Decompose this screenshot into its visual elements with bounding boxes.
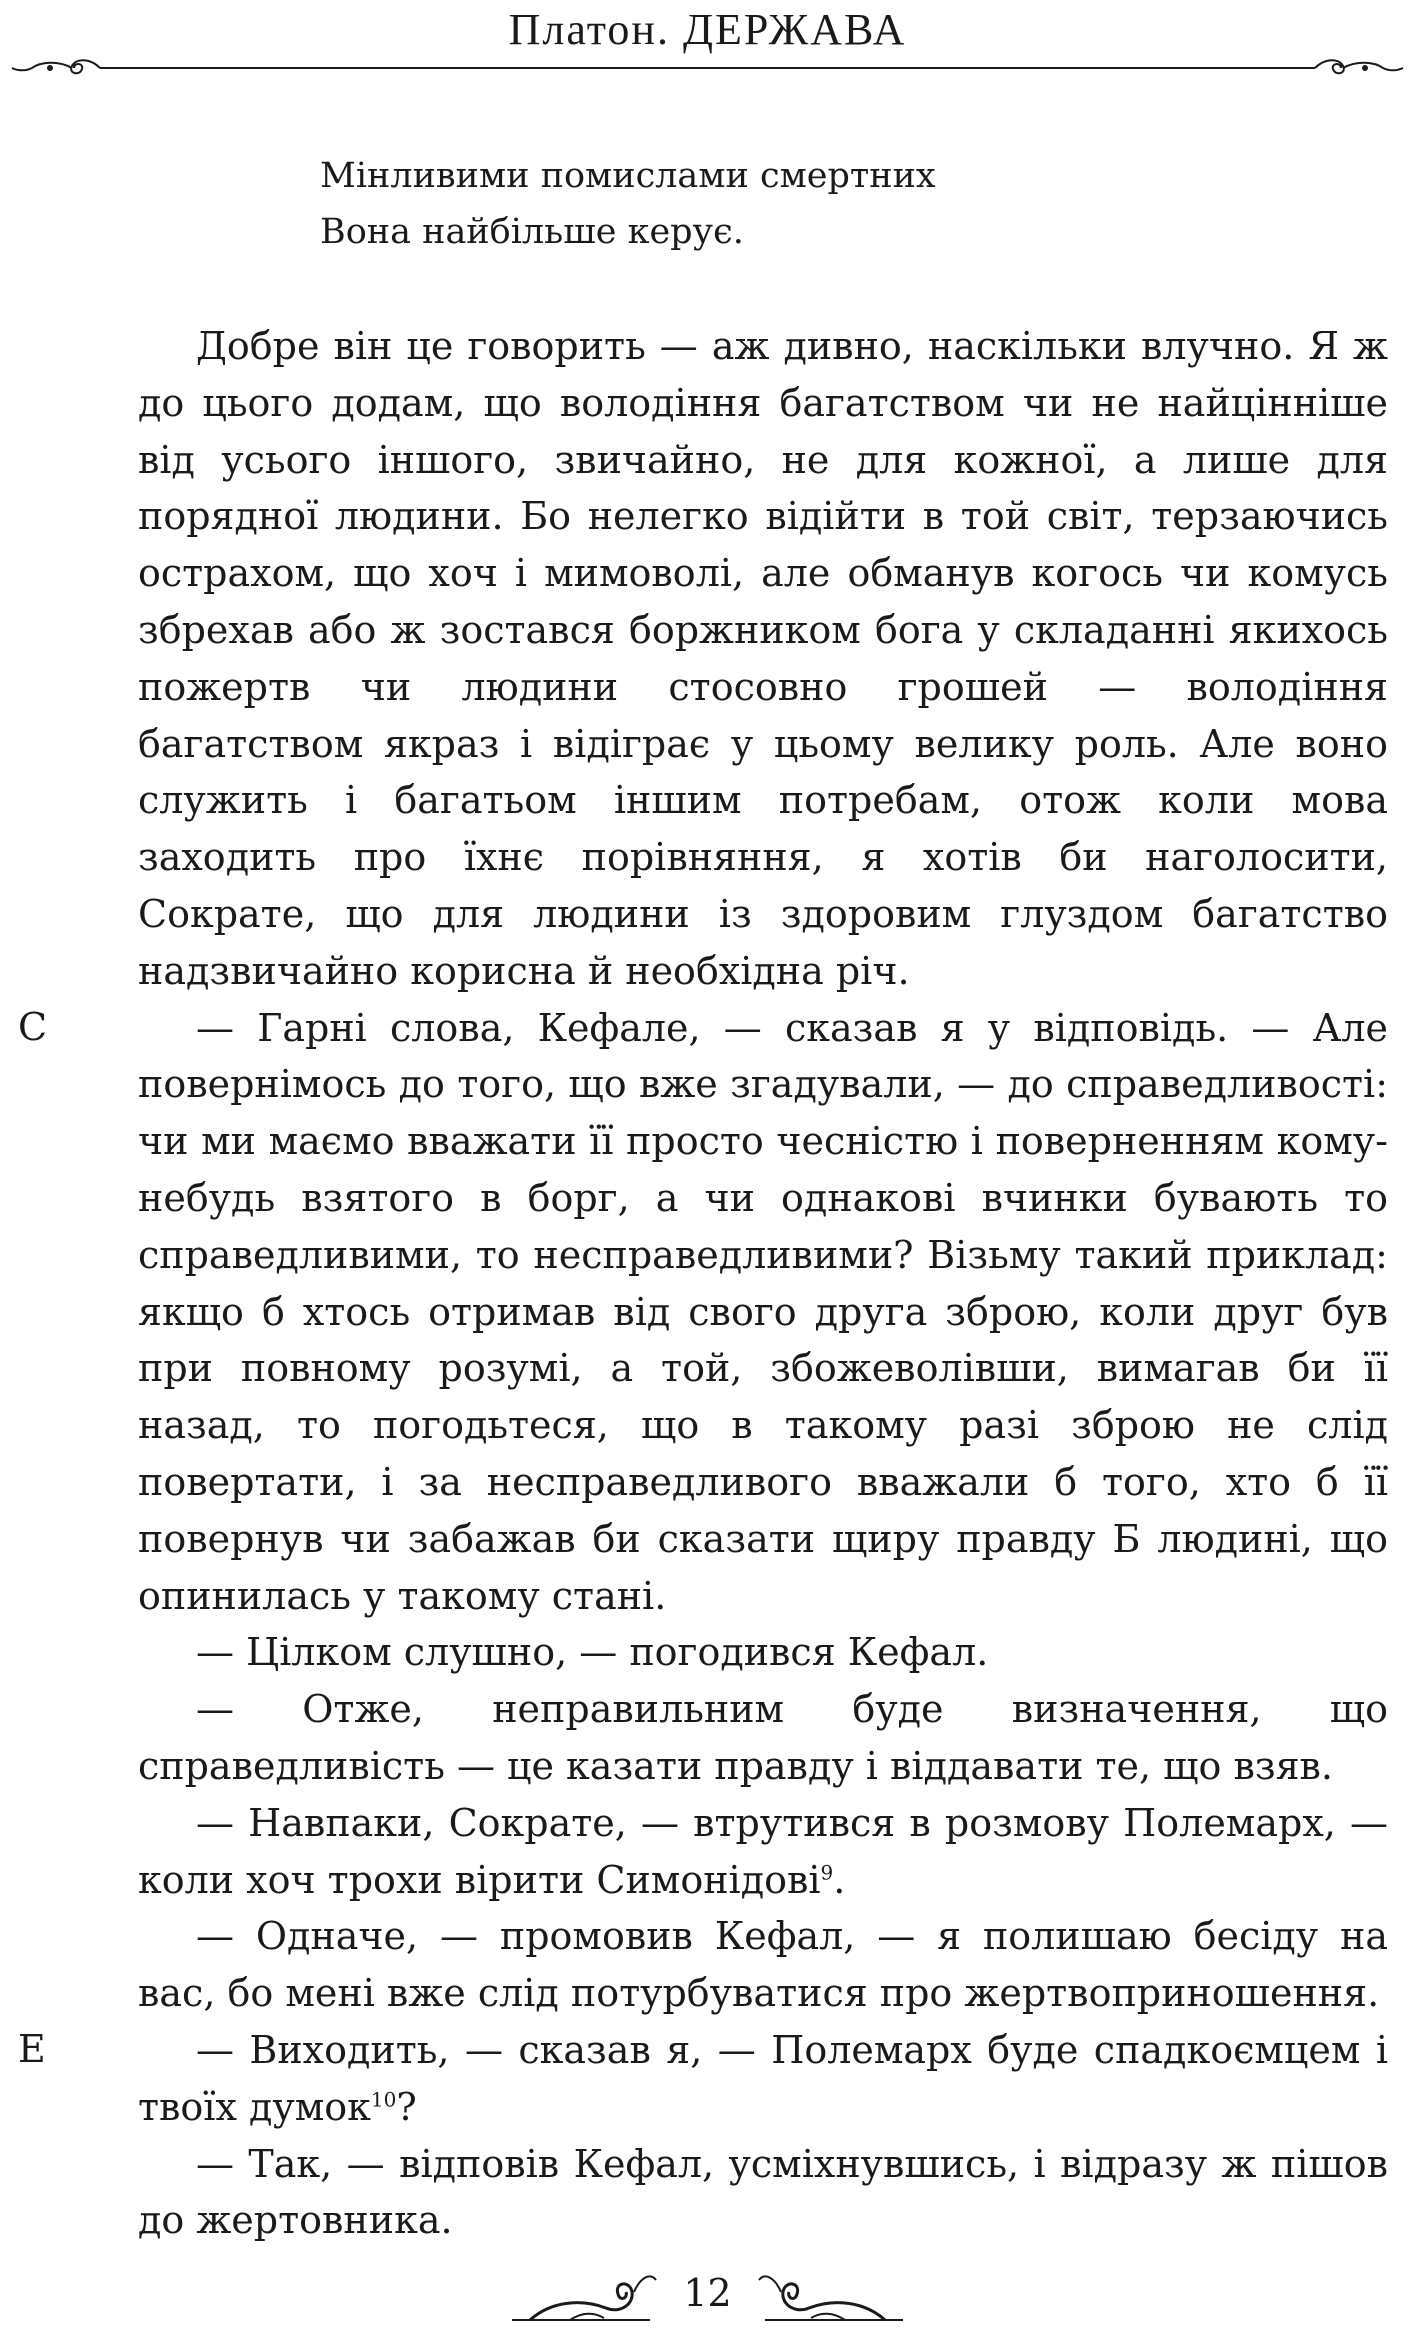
running-title: Платон. ДЕРЖАВА [508,5,907,54]
paragraph: — Одначе, — промовив Кефал, — я полишаю бесіду на вас, бо мені вже слід потурбуватися про жертвоприношення. [138,1914,1388,2016]
footer-ornament-right-icon [755,2258,905,2328]
paragraph: Добре він це говорить — аж дивно, наскільки влучно. Я ж до цього додам, що володіння багатством чи не найцінніше від усього іншого, звичайно, не для кожної, а лише для порядної людини. Бо нелегко відійти в той світ, терзаючись острахом, що хоч і мимоволі, але обманув когось чи комусь збрехав або ж зостався боржником бога у складанні якихось пожертв чи людини стосовно грошей — володіння багатством якраз і відіграє у цьому велику роль. Але воно служить і багатьом іншим потребам, отож коли мова заходить про їхнє порівняння, я хотів би наголосити, Сократе, що для людини із здоровим глуздом багатство надзвичайно корисна й необхідна річ. [138,324,1388,993]
epigraph-line: Вона найбільше керує. [320,212,744,252]
footnote-ref[interactable]: 10 [370,2087,397,2112]
paragraph: — Цілком слушно, — погодився Кефал. [196,1630,989,1675]
page-number: 12 [683,2271,732,2315]
paragraph: — Отже, неправильним буде визначення, що справедливість — це казати правду і віддавати те, що взяв. [138,1687,1388,1788]
paragraph-text: — Виходить, — сказав я, — Полемарх буде спадкоємцем і твоїх думок [138,2027,1388,2129]
epigraph [320,148,936,260]
paragraph-text: — Навпаки, Сократе, — втрутився в розмову Полемарх, — коли хоч трохи вірити Симонідові [138,1800,1388,1902]
paragraph: — Гарні слова, Кефале, — сказав я у відповідь. — Але повернімось до того, що вже згадували, — до справедливості: чи ми маємо вважати її просто чесністю і поверненням кому-небудь взятого в борг, а чи однакові вчинки бувають то справедливими, то несправедливими? Візьму такий приклад: якщо б хтось отримав від свого друга зброю, коли друг був при повному розумі, а той, збожеволівши, вимагав би її назад, то погодьтеся, що в такому разі зброю не слід повертати, і за несправедливого вважали б того, хто б її повернув чи забажав би сказати щиру правду Б людині, що опинилась у такому стані. [138,1005,1388,1618]
paragraph [138,1795,1388,1909]
main-text [138,318,1388,2249]
header-ornament-rule [10,56,1405,80]
stephanus-marker-e: E [18,2027,46,2071]
epigraph-line: Мінливими помислами смертних [320,156,936,196]
paragraph: — Так, — відповів Кефал, усміхнувшись, і відразу ж пішов до жертовника. [138,2141,1388,2243]
stephanus-marker-c: C [18,1005,48,1049]
footnote-ref[interactable]: 9 [820,1859,834,1884]
paragraph [138,2022,1388,2136]
paragraph-tail: . [833,1857,846,1902]
paragraph-tail: ? [396,2084,417,2129]
